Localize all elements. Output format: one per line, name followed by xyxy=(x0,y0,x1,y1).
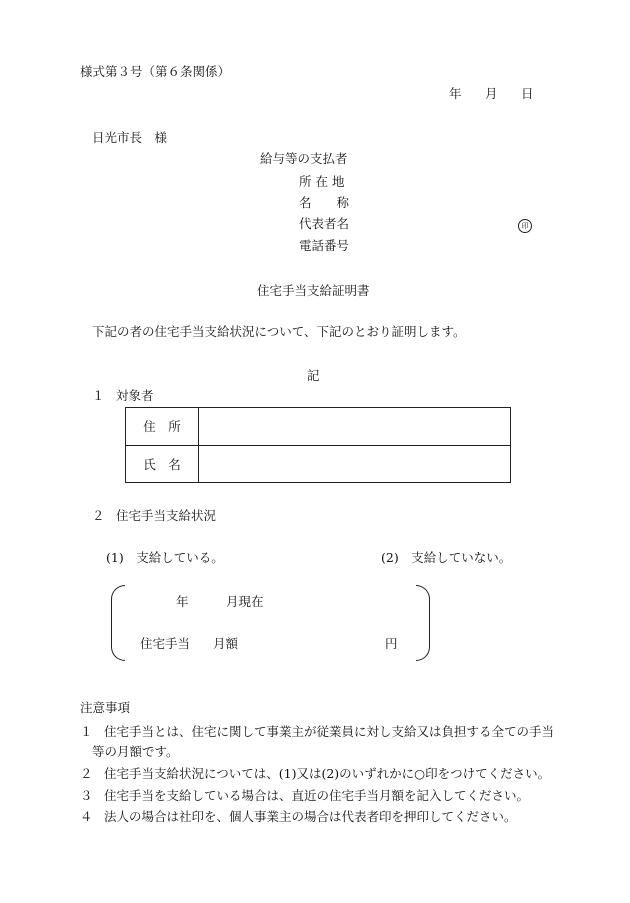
option-not-paid: (2) 支給していない。 xyxy=(381,550,512,565)
address-label: 所 在 地 xyxy=(299,174,345,189)
right-bracket xyxy=(416,585,430,661)
date-day-label: 日 xyxy=(521,86,534,101)
payer-heading: 給与等の支払者 xyxy=(260,151,348,166)
seal-mark: 印 xyxy=(518,218,532,233)
as-of-year-label: 年 xyxy=(176,594,189,609)
representative-label: 代表者名 xyxy=(299,216,350,231)
phone-label: 電話番号 xyxy=(299,238,350,253)
intro-text: 下記の者の住宅手当支給状況について、下記のとおり証明します。 xyxy=(92,324,466,339)
section2-label: 住宅手当支給状況 xyxy=(116,508,217,523)
note-1-line1: 住宅手当とは、住宅に関して事業主が従業員に対し支給又は負担する全ての手当 xyxy=(104,724,555,739)
left-bracket xyxy=(111,585,125,661)
note-3-number: ３ xyxy=(80,788,93,803)
date-month-label: 月 xyxy=(485,86,498,101)
option-paid: (1) 支給している。 xyxy=(106,550,224,565)
date-year-label: 年 xyxy=(449,86,462,101)
name-label: 名 称 xyxy=(299,195,350,210)
table-row-address-label: 住 所 xyxy=(143,419,181,434)
section2-number: ２ xyxy=(92,508,105,523)
note-2-number: ２ xyxy=(80,766,93,781)
ki-heading: 記 xyxy=(307,368,320,383)
note-1-line2: 等の月額です。 xyxy=(92,744,179,759)
document-title: 住宅手当支給証明書 xyxy=(257,283,370,298)
note-4-line1: 法人の場合は社印を、個人事業主の場合は代表者印を押印してください。 xyxy=(104,809,517,824)
allowance-label: 住宅手当 xyxy=(140,636,191,651)
section1-label: 対象者 xyxy=(116,388,154,403)
target-person-table xyxy=(125,407,511,483)
note-2-line1: 住宅手当支給状況については、(1)又は(2)のいずれかに○印をつけてください。 xyxy=(104,766,551,781)
note-1-number: １ xyxy=(80,724,93,739)
yen-label: 円 xyxy=(385,636,398,651)
section1-number: １ xyxy=(92,388,105,403)
addressee: 日光市長 様 xyxy=(92,130,168,145)
note-4-number: ４ xyxy=(80,809,93,824)
note-3-line1: 住宅手当を支給している場合は、直近の住宅手当月額を記入してください。 xyxy=(104,788,530,803)
notes-heading: 注意事項 xyxy=(80,700,131,715)
form-number: 様式第３号（第６条関係） xyxy=(80,64,231,79)
table-row-name-label: 氏 名 xyxy=(143,457,181,472)
monthly-amount-label: 月額 xyxy=(213,636,239,651)
as-of-month-label: 月現在 xyxy=(226,594,264,609)
